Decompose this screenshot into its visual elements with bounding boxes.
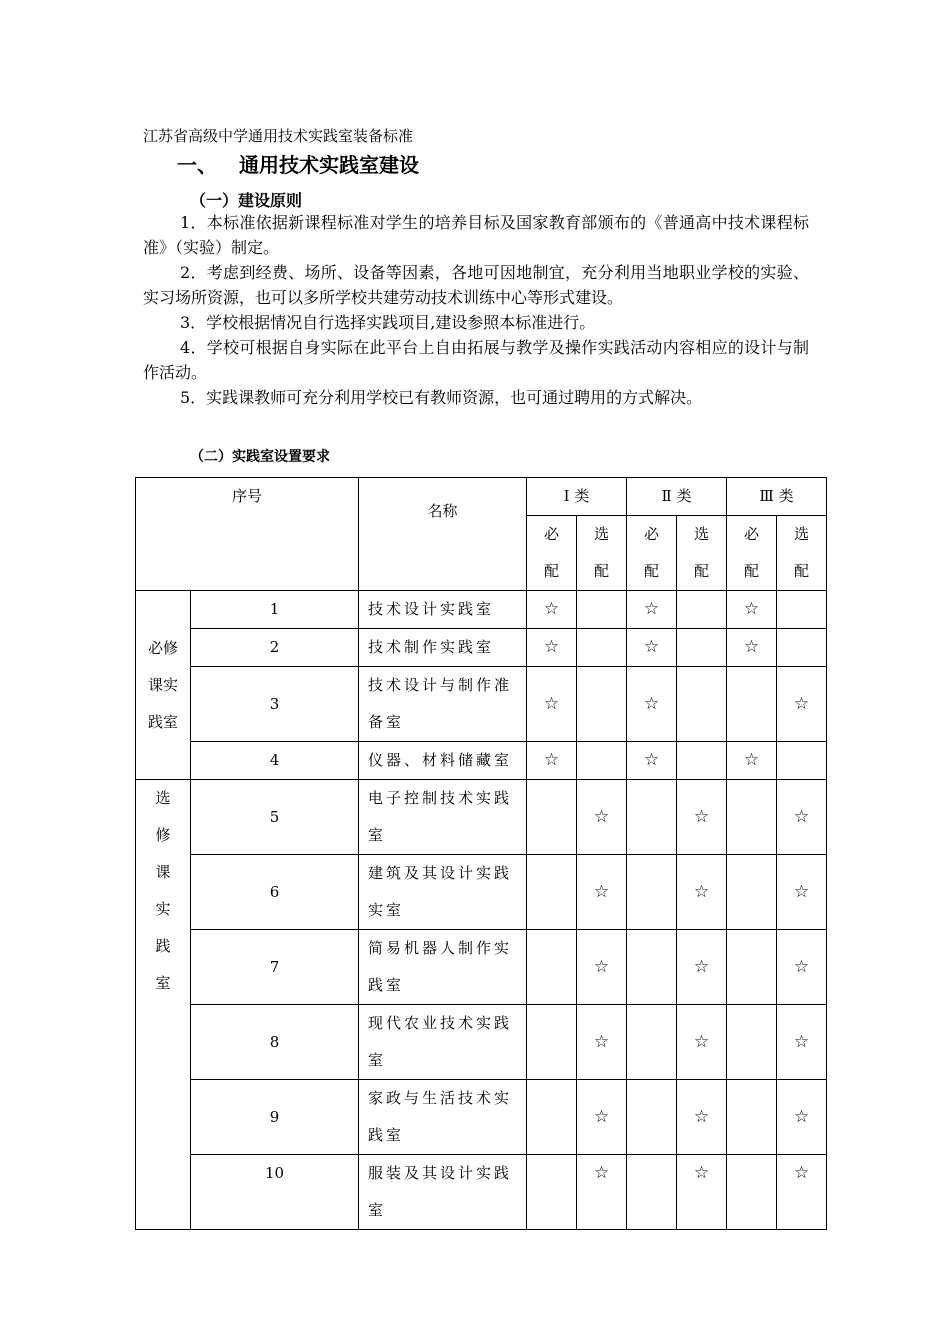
header-char: 配 <box>644 562 660 580</box>
optional-mark-cell <box>577 780 627 855</box>
required-mark-cell <box>627 1080 677 1155</box>
star-mark: ☆ <box>643 750 660 770</box>
optional-mark-cell <box>677 930 727 1005</box>
lab-name: 现代农业技术实践室 <box>359 1005 527 1080</box>
row-number: 7 <box>191 930 359 1005</box>
optional-mark-cell <box>677 629 727 667</box>
required-mark-cell <box>527 780 577 855</box>
optional-mark-cell <box>777 780 827 855</box>
required-mark-cell <box>627 855 677 930</box>
star-mark: ☆ <box>793 881 810 902</box>
optional-mark-cell <box>777 591 827 629</box>
header-char: 必 <box>644 525 660 543</box>
star-mark: ☆ <box>643 599 660 619</box>
section-number: 一、 <box>177 153 217 177</box>
category-label-line: 践 <box>155 937 171 955</box>
required-mark-cell <box>727 780 777 855</box>
row-number: 2 <box>191 629 359 667</box>
required-mark-cell <box>727 1155 777 1230</box>
optional-mark-cell <box>777 742 827 780</box>
row-number: 1 <box>191 591 359 629</box>
star-mark: ☆ <box>643 693 660 714</box>
required-mark-cell <box>627 1155 677 1230</box>
header-optional <box>577 516 627 591</box>
optional-mark-cell <box>577 591 627 629</box>
optional-mark-cell <box>777 930 827 1005</box>
row-number: 10 <box>191 1155 359 1230</box>
star-mark: ☆ <box>793 1106 810 1127</box>
required-mark-cell <box>727 1080 777 1155</box>
star-mark: ☆ <box>743 637 760 657</box>
star-mark: ☆ <box>593 956 610 977</box>
lab-requirements-table <box>135 477 827 1230</box>
optional-mark-cell <box>677 780 727 855</box>
category-label-line: 必修 <box>147 638 178 657</box>
required-mark-cell <box>627 1005 677 1080</box>
star-mark: ☆ <box>543 750 560 770</box>
category-label-line: 室 <box>155 974 171 992</box>
header-seq: 序号 <box>136 478 359 591</box>
required-mark-cell <box>527 742 577 780</box>
star-mark: ☆ <box>593 1031 610 1052</box>
star-mark: ☆ <box>593 881 610 902</box>
table-row <box>136 667 827 742</box>
table-row <box>136 1005 827 1080</box>
optional-mark-cell <box>777 667 827 742</box>
required-mark-cell <box>627 591 677 629</box>
table-row <box>136 855 827 930</box>
star-mark: ☆ <box>693 806 710 827</box>
table-row <box>136 629 827 667</box>
header-char: 选 <box>594 525 610 543</box>
required-mark-cell <box>527 855 577 930</box>
optional-mark-cell <box>677 591 727 629</box>
optional-mark-cell <box>577 1005 627 1080</box>
required-mark-cell <box>627 780 677 855</box>
principle-paragraph: 4．学校可根据自身实际在此平台上自由拓展与教学及操作实践活动内容相应的设计与制作活动。 <box>143 338 809 382</box>
optional-mark-cell <box>677 1080 727 1155</box>
optional-mark-cell <box>577 667 627 742</box>
star-mark: ☆ <box>593 1163 610 1183</box>
principles-list <box>143 210 809 410</box>
header-class-1: Ⅰ 类 <box>527 478 627 516</box>
optional-mark-cell <box>577 629 627 667</box>
optional-mark-cell <box>577 1155 627 1230</box>
category-label <box>136 780 191 1230</box>
required-mark-cell <box>727 855 777 930</box>
optional-mark-cell <box>777 855 827 930</box>
star-mark: ☆ <box>743 750 760 770</box>
lab-name: 技术制作实践室 <box>359 629 527 667</box>
header-char: 配 <box>594 562 610 580</box>
required-mark-cell <box>727 629 777 667</box>
required-mark-cell <box>627 930 677 1005</box>
subsection-heading-requirements: （二）实践室设置要求 <box>190 449 330 465</box>
optional-mark-cell <box>577 742 627 780</box>
lab-name: 仪器、材料储藏室 <box>359 742 527 780</box>
header-char: 配 <box>544 562 560 580</box>
header-char: 选 <box>694 525 710 543</box>
star-mark: ☆ <box>693 881 710 902</box>
category-label <box>136 591 191 780</box>
category-label-line: 课 <box>155 863 171 881</box>
required-mark-cell <box>527 1080 577 1155</box>
optional-mark-cell <box>577 1080 627 1155</box>
lab-name: 技术设计实践室 <box>359 591 527 629</box>
required-mark-cell <box>727 1005 777 1080</box>
category-label-line: 践室 <box>147 712 178 731</box>
row-number: 6 <box>191 855 359 930</box>
principle-paragraph: 1．本标准依据新课程标准对学生的培养目标及国家教育部颁布的《普通高中技术课程标准》（实验）制定。 <box>143 213 809 257</box>
optional-mark-cell <box>777 1080 827 1155</box>
lab-name: 建筑及其设计实践实室 <box>359 855 527 930</box>
header-char: 配 <box>694 562 710 580</box>
optional-mark-cell <box>677 855 727 930</box>
star-mark: ☆ <box>793 1031 810 1052</box>
required-mark-cell <box>727 667 777 742</box>
required-mark-cell <box>527 1005 577 1080</box>
star-mark: ☆ <box>743 599 760 619</box>
star-mark: ☆ <box>793 806 810 827</box>
table-row <box>136 1155 827 1230</box>
required-mark-cell <box>527 629 577 667</box>
lab-name: 电子控制技术实践室 <box>359 780 527 855</box>
optional-mark-cell <box>577 855 627 930</box>
principle-paragraph: 2．考虑到经费、场所、设备等因素，各地可因地制宜，充分利用当地职业学校的实验、实习场所资源，也可以多所学校共建劳动技术训练中心等形式建设。 <box>143 263 809 307</box>
section-title: 通用技术实践室建设 <box>239 153 419 177</box>
header-char: 选 <box>794 525 810 543</box>
star-mark: ☆ <box>693 1106 710 1127</box>
required-mark-cell <box>527 930 577 1005</box>
category-label-line: 选 <box>155 789 171 807</box>
star-mark: ☆ <box>693 1031 710 1052</box>
optional-mark-cell <box>777 1005 827 1080</box>
optional-mark-cell <box>577 930 627 1005</box>
required-mark-cell <box>627 629 677 667</box>
table-row <box>136 780 827 855</box>
table-row <box>136 591 827 629</box>
star-mark: ☆ <box>693 1163 710 1183</box>
row-number: 8 <box>191 1005 359 1080</box>
lab-name: 简易机器人制作实践室 <box>359 930 527 1005</box>
header-class-2: Ⅱ 类 <box>627 478 727 516</box>
header-name-label: 名称 <box>427 502 458 520</box>
header-optional <box>777 516 827 591</box>
required-mark-cell <box>527 1155 577 1230</box>
category-label-line: 修 <box>155 826 171 844</box>
header-name <box>359 478 527 591</box>
optional-mark-cell <box>777 629 827 667</box>
table-row <box>136 1080 827 1155</box>
row-number: 9 <box>191 1080 359 1155</box>
header-required <box>727 516 777 591</box>
optional-mark-cell <box>677 667 727 742</box>
category-label-line: 课实 <box>147 675 178 694</box>
optional-mark-cell <box>677 742 727 780</box>
header-optional <box>677 516 727 591</box>
star-mark: ☆ <box>543 693 560 714</box>
required-mark-cell <box>527 591 577 629</box>
row-number: 3 <box>191 667 359 742</box>
row-number: 5 <box>191 780 359 855</box>
optional-mark-cell <box>677 1155 727 1230</box>
star-mark: ☆ <box>693 956 710 977</box>
header-char: 必 <box>744 525 760 543</box>
table-row <box>136 742 827 780</box>
star-mark: ☆ <box>793 693 810 714</box>
star-mark: ☆ <box>593 1106 610 1127</box>
optional-mark-cell <box>677 1005 727 1080</box>
header-char: 必 <box>544 525 560 543</box>
star-mark: ☆ <box>593 806 610 827</box>
star-mark: ☆ <box>543 637 560 657</box>
section-heading <box>177 149 419 178</box>
required-mark-cell <box>627 667 677 742</box>
category-label-line: 实 <box>155 900 171 918</box>
principle-paragraph: 5．实践课教师可充分利用学校已有教师资源，也可通过聘用的方式解决。 <box>180 388 703 407</box>
principle-paragraph: 3．学校根据情况自行选择实践项目,建设参照本标准进行。 <box>180 313 596 332</box>
required-mark-cell <box>727 930 777 1005</box>
lab-name: 家政与生活技术实践室 <box>359 1080 527 1155</box>
header-class-3: Ⅲ 类 <box>727 478 827 516</box>
star-mark: ☆ <box>793 956 810 977</box>
header-required <box>527 516 577 591</box>
required-mark-cell <box>527 667 577 742</box>
star-mark: ☆ <box>643 637 660 657</box>
star-mark: ☆ <box>793 1163 810 1183</box>
header-char: 配 <box>794 562 810 580</box>
required-mark-cell <box>727 591 777 629</box>
star-mark: ☆ <box>543 599 560 619</box>
subsection-heading-principles: （一）建设原则 <box>190 191 303 210</box>
required-mark-cell <box>727 742 777 780</box>
lab-name: 服装及其设计实践室 <box>359 1155 527 1230</box>
document-title: 江苏省高级中学通用技术实践室装备标准 <box>143 127 414 145</box>
required-mark-cell <box>627 742 677 780</box>
row-number: 4 <box>191 742 359 780</box>
header-char: 配 <box>744 562 760 580</box>
header-required <box>627 516 677 591</box>
lab-name: 技术设计与制作准备室 <box>359 667 527 742</box>
optional-mark-cell <box>777 1155 827 1230</box>
table-row <box>136 930 827 1005</box>
